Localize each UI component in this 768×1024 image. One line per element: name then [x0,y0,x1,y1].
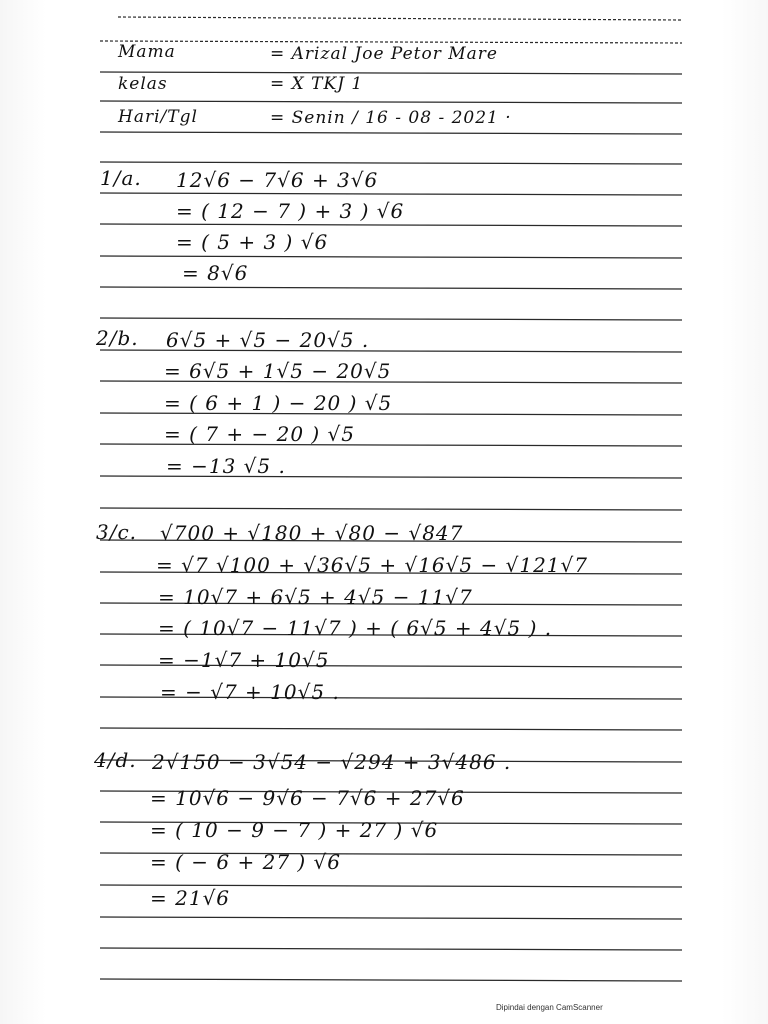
name-value: = Arizal Joe Petor Mare [270,44,498,64]
problem-3-line-1: √700 + √180 + √80 − √847 [160,521,464,545]
problem-1-label: 1/a. [100,166,142,190]
problem-4-line-3: = ( 10 − 9 − 7 ) + 27 ) √6 [150,818,439,842]
date-value: = Senin / 16 - 08 - 2021 · [270,108,512,128]
problem-1-line-2: = ( 12 − 7 ) + 3 ) √6 [176,199,405,223]
problem-3-line-4: = ( 10√7 − 11√7 ) + ( 6√5 + 4√5 ) . [158,616,553,640]
problem-3-line-2: = √7 √100 + √36√5 + √16√5 − √121√7 [156,553,588,577]
problem-3-line-3: = 10√7 + 6√5 + 4√5 − 11√7 [158,585,473,609]
problem-4-line-1: 2√150 − 3√54 − √294 + 3√486 . [152,750,512,774]
problem-4-line-2: = 10√6 − 9√6 − 7√6 + 27√6 [150,786,465,810]
problem-2-line-3: = ( 6 + 1 ) − 20 ) √5 [164,391,393,415]
problem-4-line-5: = 21√6 [150,886,231,910]
problem-1-line-4: = 8√6 [182,261,249,285]
scanner-watermark: Dipindai dengan CamScanner [496,1003,603,1012]
problem-2-line-5: = −13 √5 . [166,454,286,478]
date-label: Hari/Tgl [118,107,198,127]
problem-2-line-4: = ( 7 + − 20 ) √5 [164,422,356,446]
problem-2-line-1: 6√5 + √5 − 20√5 . [166,328,370,352]
problem-2-label: 2/b. [96,326,139,350]
problem-3-label: 3/c. [96,520,138,544]
class-label: kelas [118,74,168,94]
class-value: = X TKJ 1 [270,74,364,94]
problem-1-line-3: = ( 5 + 3 ) √6 [176,230,329,254]
problem-4-line-4: = ( − 6 + 27 ) √6 [150,850,342,874]
problem-3-line-5: = −1√7 + 10√5 [158,648,330,672]
problem-4-label: 4/d. [94,748,137,772]
problem-2-line-2: = 6√5 + 1√5 − 20√5 [164,359,392,383]
problem-3-line-6: = − √7 + 10√5 . [160,680,340,704]
name-label: Mama [118,42,176,62]
problem-1-line-1: 12√6 − 7√6 + 3√6 [176,168,379,192]
